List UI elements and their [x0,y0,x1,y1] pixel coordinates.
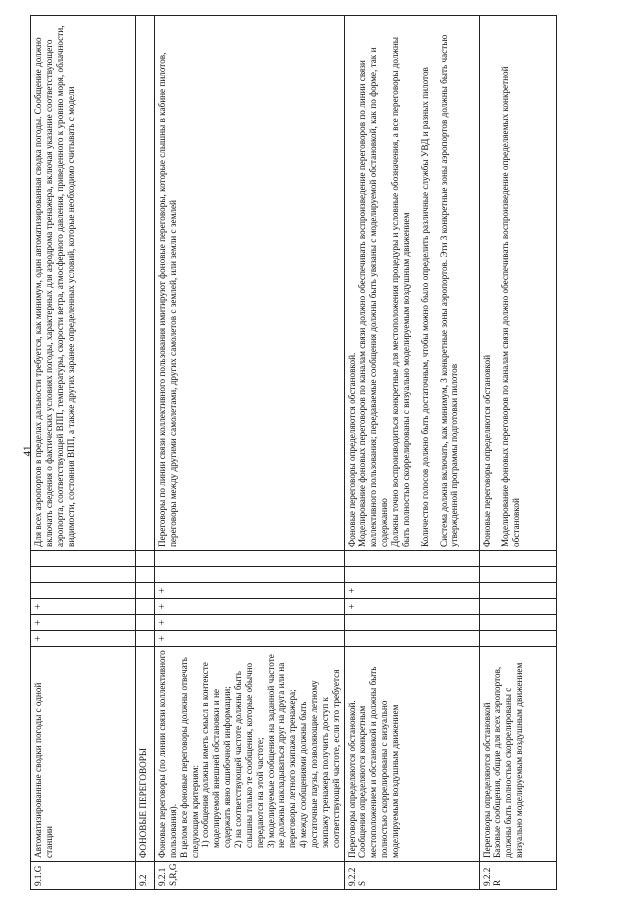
desc-line: Моделирование фоновых переговоров по каналам связи должно обеспечивать воспроизведение определяемых конкретной обстановкой [500,66,522,547]
mark-cell [479,599,556,615]
mark-cell [344,567,479,583]
mark-cell: + [31,631,136,647]
row-number: 9.2.1 S,R,G [155,862,345,890]
desc-line: Моделирование фоновых переговоров по каналам связи должно обеспечивать воспроизведение переговоров по линии связи коллективного пользования; передаваемые сообщения должны быть увязаны с моделируемой обстановкой, как по форме, так и содержанию [357,47,390,547]
mark-cell: + [31,599,136,615]
page-number: 41 [21,445,34,457]
mark-cell [136,551,155,567]
row-number: 9.1.G [31,862,136,890]
mark-cell [31,551,136,567]
name-line: Фоновые переговоры (по линии связи коллективного пользования). [157,650,178,858]
table-row [136,16,155,890]
mark-cell [479,615,556,631]
desc-line: Фоновые переговоры определяются обстановкой [481,355,492,547]
mark-cell [479,567,556,583]
name-line: 1) сообщения должны иметь смысл в контексте моделируемой внешней обстановки и не содержать явно ошибочной информации; [200,662,233,848]
mark-cell: + [344,583,479,599]
mark-cell [136,567,155,583]
mark-cell [136,583,155,599]
mark-cell [344,615,479,631]
mark-cell [479,631,556,647]
mark-cell [344,631,479,647]
row-description: Переговоры по линии связи коллективного пользования имитируют фоновые переговоры, которые слышны в кабине пилотов, переговоры между другими самолетами, других самолетов с землей, или земли с землей [155,16,345,551]
mark-cell [479,583,556,599]
spacer [431,19,439,547]
row-number: 9.2.2 S [344,862,479,890]
desc-line: Должны точно воспроизводиться конкретные для местоположения процедуры и условные обозначения, а все переговоры должны быть полностью скоррелированы с визуально моделируемым воздушным движением [390,37,411,547]
row-number: 9.2 [136,862,155,890]
name-line: В целом все фоновые переговоры должны отвечать следующим критериям: [178,657,200,858]
row-description [479,16,556,551]
row-description [344,16,479,551]
table-row [155,16,345,890]
name-line: Переговоры определяются обстановкой. [346,700,357,858]
mark-cell [31,583,136,599]
mark-cell [136,615,155,631]
row-name: Автоматизированные сводки погоды с одной станции [31,647,136,862]
row-name [479,647,556,862]
mark-cell: + [155,615,345,631]
name-line: Сообщения определяются конкретным местоположением и обстановкой и должны быть полностью скоррелированы с визуально моделируемым воздушным движением [357,666,401,858]
row-description: Для всех аэропортов в пределах дальности требуется, как минимум, один автоматизированная сводка погоды. Сообщение должно включать сведения о фактических условиях погоды, характерных для аэродрома тренажера, включая указание соответствующего аэропорта, соответствующей ВПП, температуры, скорости ветра, атмосферного давления, приведенного к уровню моря, облачности, видимости, состояния ВПП, а также других заранее определенных условий, которые необходимо считывать с модели [31,16,136,551]
table-row [344,16,479,890]
desc-line: Система должна включать, как минимум, 3 конкретные зоны аэропортов. Эти 3 конкретные зоны аэропортов должны быть частью утвержденной программы подготовки пилотов [438,34,460,547]
mark-cell: + [155,631,345,647]
name-line: Базовые сообщения, общие для всех аэропортов, должны быть полностью скоррелированы с визуально моделируемым воздушным движением [492,662,525,858]
row-description [136,16,155,551]
name-line: 4) между сообщениями должны быть достаточные паузы, позволяющие летному экипажу тренажера получить доступ к соответствующей частоте, если это требуется [298,669,341,848]
desc-line: Количество голосов должно быть достаточным, чтобы можно было определить различные службы УВД и разных пилотов [419,67,430,547]
table-row [479,16,556,890]
mark-cell: + [155,583,345,599]
section-title: ФОНОВЫЕ ПЕРЕГОВОРЫ [136,647,155,862]
row-name [155,647,345,862]
mark-cell [155,551,345,567]
mark-cell [136,631,155,647]
row-number: 9.2.2 R [479,862,556,890]
mark-cell: + [344,599,479,615]
spacer [412,19,420,547]
mark-cell [479,551,556,567]
spacer [492,19,500,547]
mark-cell [136,599,155,615]
name-line: 2) на соответствующей частоте должны быть слышны только те сообщения, которые обычно передаются на этой частоте; [233,662,265,848]
mark-cell [31,567,136,583]
table-row [31,16,136,890]
mark-cell [155,567,345,583]
requirements-table [30,15,557,890]
name-line: 3) моделируемые сообщения на заданной частоте не должны накладываться друг на друга или на переговоры летного экипажа тренажера; [265,654,298,848]
row-name [344,647,479,862]
desc-line: Фоновые переговоры определяются обстановкой. [346,352,357,547]
mark-cell: + [155,599,345,615]
mark-cell: + [31,615,136,631]
mark-cell [344,551,479,567]
rotated-page [30,15,590,890]
name-line: Переговоры определяются обстановкой [481,702,492,858]
